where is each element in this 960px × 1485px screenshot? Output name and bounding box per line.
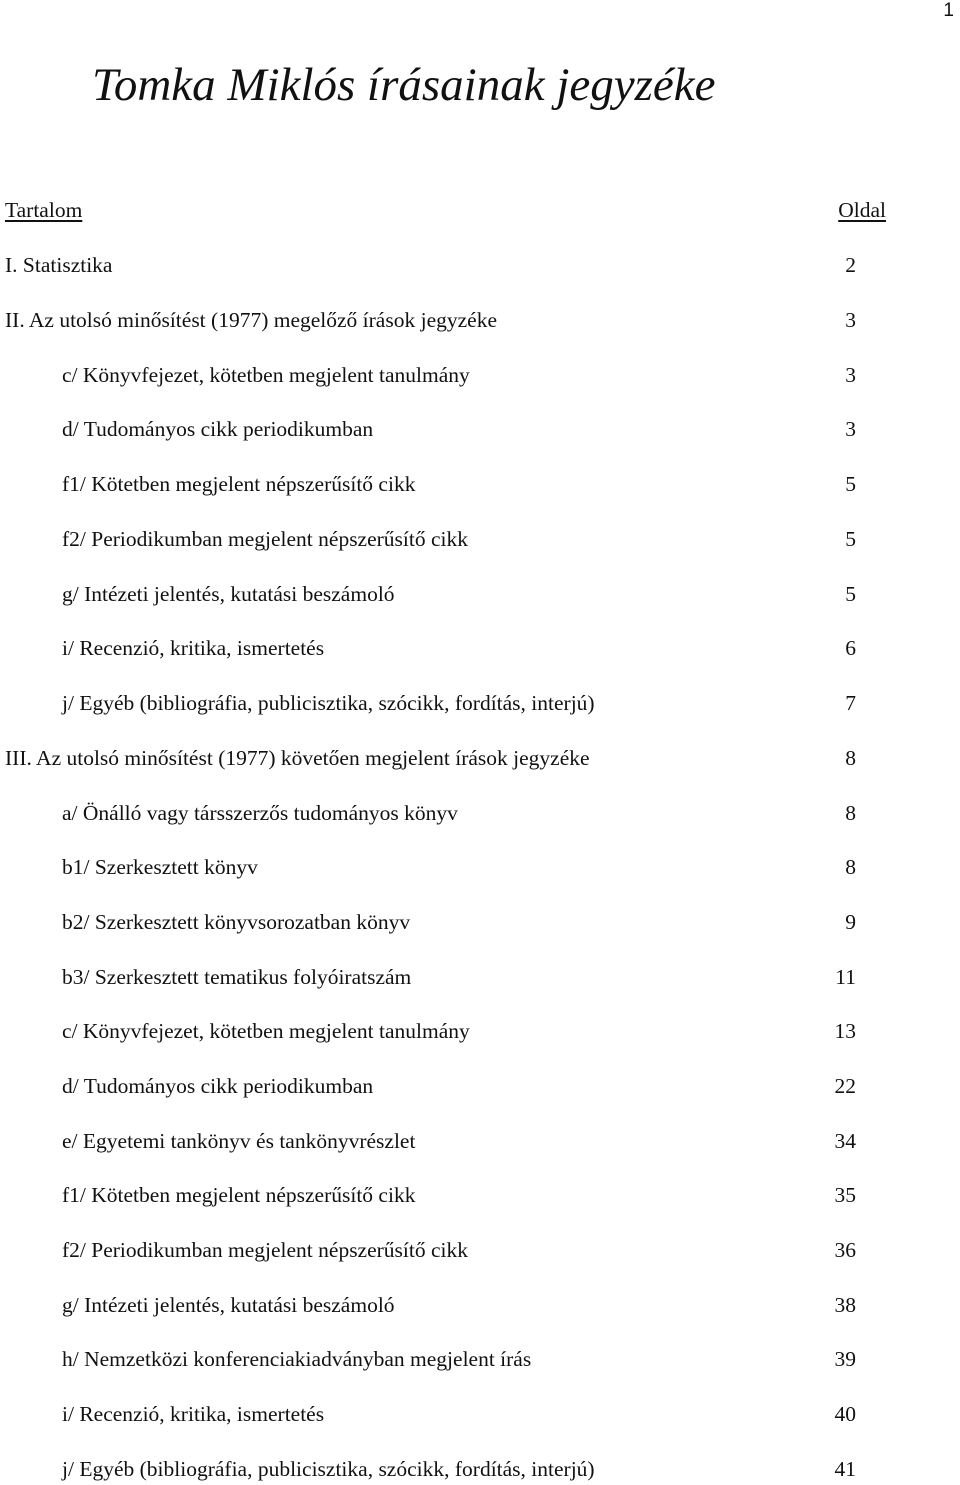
document-title: Tomka Miklós írásainak jegyzéke — [92, 59, 716, 111]
toc-header — [0, 195, 960, 225]
toc-entry — [0, 1344, 960, 1374]
toc-entry-label: b1/ Szerkesztett könyv — [62, 855, 258, 879]
toc-entry — [0, 1180, 960, 1210]
toc-entry — [0, 1016, 960, 1046]
toc-entry — [0, 579, 960, 609]
toc-entry-page: 5 — [845, 582, 856, 606]
toc-entry-label: II. Az utolsó minősítést (1977) megelőző írások jegyzéke — [5, 308, 497, 332]
toc-entry-page: 3 — [845, 308, 856, 332]
toc-entry-label: f1/ Kötetben megjelent népszerűsítő cikk — [62, 1183, 416, 1207]
toc-entry — [0, 524, 960, 554]
toc-entry-label: i/ Recenzió, kritika, ismertetés — [62, 1402, 325, 1426]
toc-entry-page: 2 — [845, 253, 856, 277]
toc-entry — [0, 1290, 960, 1320]
toc-entry-label: j/ Egyéb (bibliográfia, publicisztika, szócikk, fordítás, interjú) — [62, 691, 595, 715]
toc-entry — [0, 1454, 960, 1484]
toc-entry-page: 22 — [834, 1074, 856, 1098]
toc-entry-page: 38 — [834, 1293, 856, 1317]
toc-entry-label: I. Statisztika — [5, 253, 113, 277]
toc-entry-page: 8 — [845, 801, 856, 825]
toc-entry-page: 41 — [834, 1457, 856, 1481]
toc-entry-label: f2/ Periodikumban megjelent népszerűsítő cikk — [62, 1238, 469, 1262]
toc-entry — [0, 1071, 960, 1101]
toc-entry-page: 35 — [834, 1183, 856, 1207]
toc-entry — [0, 688, 960, 718]
toc-entry — [0, 962, 960, 992]
toc-entry-label: d/ Tudományos cikk periodikumban — [62, 1074, 374, 1098]
toc-entry — [0, 798, 960, 828]
toc-entry — [0, 469, 960, 499]
toc-entry — [0, 250, 960, 280]
toc-entry-label: f1/ Kötetben megjelent népszerűsítő cikk — [62, 472, 416, 496]
toc-header-page-label: Oldal — [838, 198, 886, 222]
toc-entry — [0, 1126, 960, 1156]
toc-entry-page: 8 — [845, 746, 856, 770]
toc-entry — [0, 633, 960, 663]
toc-entry-label: i/ Recenzió, kritika, ismertetés — [62, 636, 325, 660]
toc-entry-label: j/ Egyéb (bibliográfia, publicisztika, szócikk, fordítás, interjú) — [62, 1457, 595, 1481]
toc-entry — [0, 852, 960, 882]
toc-entry-page: 5 — [845, 527, 856, 551]
toc-entry-label: h/ Nemzetközi konferenciakiadványban megjelent írás — [62, 1347, 532, 1371]
toc-entry — [0, 1399, 960, 1429]
toc-entry — [0, 1235, 960, 1265]
toc-entry-label: c/ Könyvfejezet, kötetben megjelent tanulmány — [62, 1019, 470, 1043]
toc-entry-page: 8 — [845, 855, 856, 879]
toc-header-label: Tartalom — [5, 198, 83, 222]
toc-entry-label: III. Az utolsó minősítést (1977) követően megjelent írások jegyzéke — [5, 746, 590, 770]
toc-entry-label: g/ Intézeti jelentés, kutatási beszámoló — [62, 582, 395, 606]
toc-entry-page: 5 — [845, 472, 856, 496]
toc-entry-label: f2/ Periodikumban megjelent népszerűsítő cikk — [62, 527, 469, 551]
toc-entry-page: 7 — [845, 691, 856, 715]
toc-entry-page: 40 — [834, 1402, 856, 1426]
toc-entry — [0, 360, 960, 390]
toc-entry-page: 3 — [845, 417, 856, 441]
toc-entry — [0, 414, 960, 444]
toc-entry-label: a/ Önálló vagy társszerzős tudományos könyv — [62, 801, 458, 825]
toc-entry — [0, 305, 960, 335]
toc-entry-page: 13 — [834, 1019, 856, 1043]
toc-entry-label: e/ Egyetemi tankönyv és tankönyvrészlet — [62, 1129, 416, 1153]
toc-entry-label: b3/ Szerkesztett tematikus folyóiratszám — [62, 965, 412, 989]
toc-entry-page: 6 — [845, 636, 856, 660]
toc-entry-label: d/ Tudományos cikk periodikumban — [62, 417, 374, 441]
toc-entry-label: c/ Könyvfejezet, kötetben megjelent tanulmány — [62, 363, 470, 387]
toc-entry-page: 39 — [834, 1347, 856, 1371]
toc-entry-page: 11 — [835, 965, 856, 989]
toc-entry-page: 3 — [845, 363, 856, 387]
toc-entry — [0, 743, 960, 773]
toc-entry-page: 9 — [845, 910, 856, 934]
toc-entry — [0, 907, 960, 937]
toc-entry-page: 34 — [834, 1129, 856, 1153]
toc-entry-label: b2/ Szerkesztett könyvsorozatban könyv — [62, 910, 411, 934]
page-number: 1 — [943, 0, 954, 21]
toc-entry-page: 36 — [834, 1238, 856, 1262]
toc-entry-label: g/ Intézeti jelentés, kutatási beszámoló — [62, 1293, 395, 1317]
